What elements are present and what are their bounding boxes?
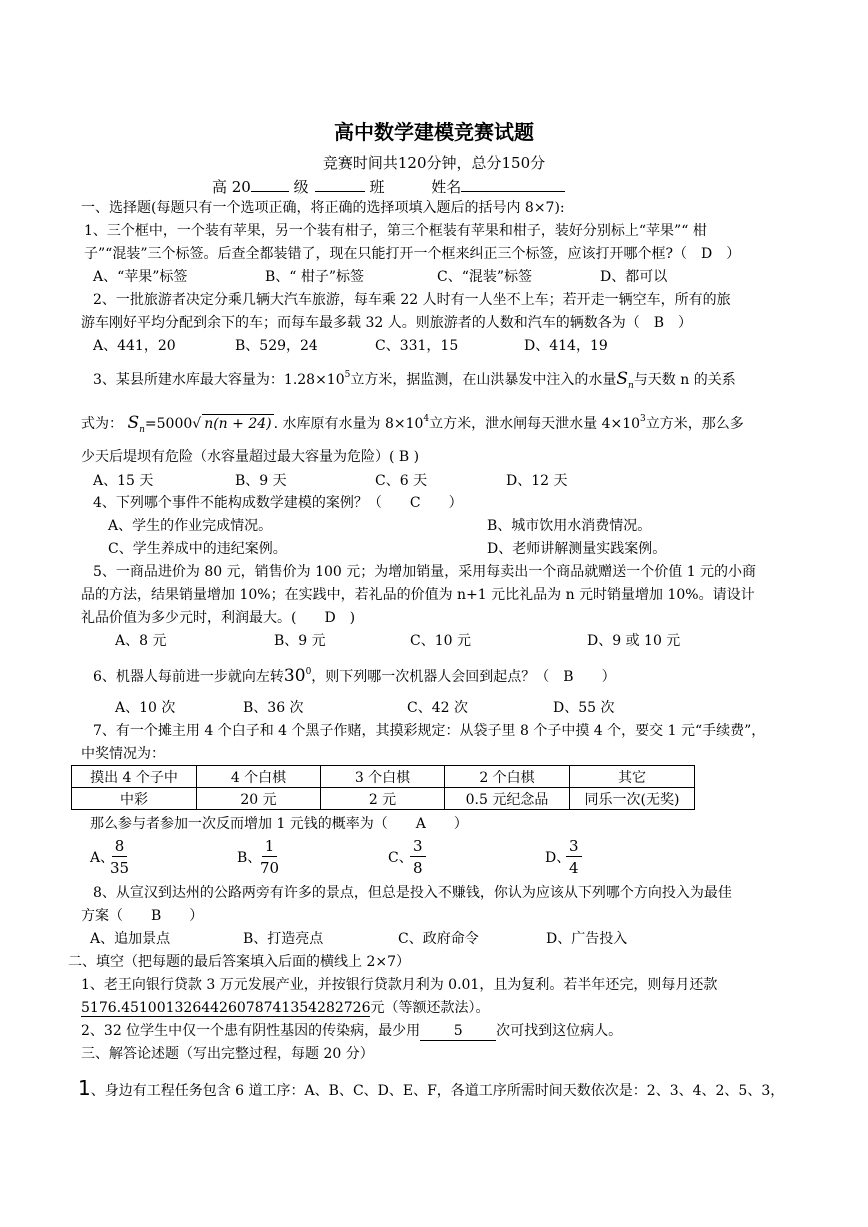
q1-option-c: C、“混装”标签 bbox=[437, 269, 533, 285]
q5-line3: 礼品价值为多少元时，利润最大。( D ) bbox=[81, 610, 356, 626]
q4-line1: 4、下列哪个事件不能构成数学建模的案例？（ C ） bbox=[93, 495, 463, 511]
table-cell: 20 元 bbox=[197, 788, 321, 810]
q5-option-b: B、9 元 bbox=[274, 633, 326, 649]
q6-line1: 6、机器人每前进一步就向左转$30^0$，则下列哪一次机器人会回到起点？（ B ） bbox=[93, 666, 616, 686]
page-title: 高中数学建模竞赛试题 bbox=[334, 120, 534, 144]
class-label: 班 bbox=[369, 178, 385, 196]
q2-option-a: A、441，20 bbox=[93, 338, 176, 354]
q5-option-c: C、10 元 bbox=[410, 633, 471, 649]
q8-line1: 8、从宣汉到达州的公路两旁有许多的景点，但总是投入不赚钱，你认为应该从下列哪个方向投入为最佳 bbox=[93, 885, 732, 901]
q6-option-a: A、10 次 bbox=[115, 700, 176, 716]
table-cell: 0.5 元纪念品 bbox=[445, 788, 570, 810]
q3-option-b: B、9 天 bbox=[235, 473, 287, 489]
table-header-cell: 其它 bbox=[570, 766, 695, 788]
name-blank[interactable] bbox=[461, 176, 565, 192]
q3-option-d: D、12 天 bbox=[506, 473, 568, 489]
table-cell: 2 元 bbox=[321, 788, 445, 810]
q7-option-b-fraction: $\frac{1}{70}$ bbox=[260, 837, 280, 877]
q7-line2: 中奖情况为： bbox=[81, 746, 165, 762]
q2-option-c: C、331，15 bbox=[375, 338, 459, 354]
q7-option-c-fraction: $\frac{3}{8}$ bbox=[410, 836, 426, 879]
level-label: 级 bbox=[293, 178, 309, 196]
fill-q1-line2: 5176.45100132644260787413542827​26元（等额还款法）。 bbox=[81, 1000, 490, 1016]
table-row bbox=[72, 766, 695, 788]
section3-heading: 三、解答论述题（写出完整过程，每题 20 分） bbox=[81, 1046, 374, 1062]
level-blank[interactable] bbox=[315, 176, 365, 192]
fill-q1-answer: 5176.45100132644260787413542827​26 bbox=[81, 1000, 371, 1016]
q6-option-b: B、36 次 bbox=[243, 700, 304, 716]
fill-q1-line1: 1、老王向银行贷款 3 万元发展产业，并按银行贷款月利为 0.01，且为复利。若半年还完，则每月还款 bbox=[81, 977, 718, 993]
section2-heading: 二、填空（把每题的最后答案填入后面的横线上 2×7） bbox=[68, 954, 410, 970]
fill-q2-answer: 5 bbox=[420, 1022, 496, 1041]
q2-line1: 2、一批旅游者决定分乘几辆大汽车旅游，每车乘 22 人时有一人坐不上车；若开走一辆空车，所有的旅 bbox=[93, 292, 731, 308]
q3-option-c: C、6 天 bbox=[375, 473, 428, 489]
table-header-cell: 摸出 4 个子中 bbox=[72, 766, 197, 788]
q7-line1: 7、有一个摊主用 4 个白子和 4 个黑子作赌，其摸彩规定：从袋子里 8 个子中摸 4 个，要交 1 元“手续费”， bbox=[93, 723, 766, 739]
q7-option-a-label: A、 bbox=[90, 850, 115, 866]
q8-option-c: C、政府命令 bbox=[398, 931, 479, 947]
sqrt-symbol: √ bbox=[192, 416, 202, 432]
fill-q2-line: 2、32 位学生中仅一个患有阴性基因的传染病，最少用 5 次可找到这位病人。 bbox=[81, 1023, 623, 1039]
essay-q1-line: 1、身边有工程任务包含 6 道工序：A、B、C、D、E、F，各道工序所需时间天数依次是：2、3、4、2、5、3， bbox=[78, 1076, 785, 1100]
q2-line2: 游车刚好平均分配到余下的车；而每车最多载 32 人。则旅游者的人数和汽车的辆数各为（ B ） bbox=[81, 315, 693, 331]
table-cell: 中彩 bbox=[72, 788, 197, 810]
q4-option-a: A、学生的作业完成情况。 bbox=[108, 518, 273, 534]
prize-table bbox=[71, 765, 695, 810]
table-row bbox=[72, 788, 695, 810]
q7-line3: 那么参与者参加一次反而增加 1 元钱的概率为（ A ） bbox=[90, 816, 468, 832]
q5-line1: 5、一商品进价为 80 元，销售价为 100 元；为增加销量，采用每卖出一个商品就赠送一个价值 1 元的小商 bbox=[93, 564, 757, 580]
table-header-cell: 3 个白棋 bbox=[321, 766, 445, 788]
q7-option-c-label: C、 bbox=[388, 850, 413, 866]
grade-blank[interactable] bbox=[251, 176, 289, 192]
q8-option-b: B、打造亮点 bbox=[243, 931, 324, 947]
q7-option-d-fraction: $\frac{3}{4}$ bbox=[566, 836, 582, 879]
q3-line1: 3、某县所建水库最大容量为：$1.28\times 10^5$立方米，据监测，在山洪暴发中注入的水量$S_n$与天数 n 的关系 bbox=[93, 369, 736, 391]
section1-heading: 一、选择题(每题只有一个选项正确，将正确的选择项填入题后的括号内 8×7): bbox=[81, 200, 565, 216]
q7-option-b-label: B、 bbox=[237, 850, 262, 866]
q5-line2: 品的方法，结果销量增加 10%；在实践中，若礼品的价值为 n+1 元比礼品为 n 元时销量增加 10%。请设计 bbox=[81, 587, 755, 603]
q3-option-a: A、15 天 bbox=[93, 473, 154, 489]
q6-option-d: D、55 次 bbox=[553, 700, 615, 716]
q1-line2: 子”“混装”三个标签。后查全都装错了，现在只能打开一个框来纠正三个标签，应该打开哪个框?（ D ） bbox=[84, 246, 741, 262]
q1-option-b: B、“ 柑子”标签 bbox=[265, 269, 365, 285]
q4-option-c: C、学生养成中的违纪案例。 bbox=[108, 541, 287, 557]
q1-option-d: D、都可以 bbox=[600, 269, 668, 285]
q7-option-a-fraction: $\frac{8}{35}$ bbox=[110, 837, 130, 877]
q7-option-d-label: D、 bbox=[545, 850, 571, 866]
q8-line2: 方案（ B ） bbox=[81, 908, 204, 924]
q8-option-a: A、追加景点 bbox=[90, 931, 171, 947]
table-cell: 同乐一次(无奖) bbox=[570, 788, 695, 810]
q4-option-d: D、老师讲解测量实践案例。 bbox=[487, 541, 667, 557]
q4-option-b: B、城市饮用水消费情况。 bbox=[487, 518, 652, 534]
grade-label: 高 20 bbox=[212, 178, 251, 196]
table-header-cell: 4 个白棋 bbox=[197, 766, 321, 788]
q5-option-a: A、8 元 bbox=[115, 633, 167, 649]
q2-option-d: D、414，19 bbox=[524, 338, 608, 354]
q5-option-d: D、9 或 10 元 bbox=[587, 633, 681, 649]
name-label: 姓名 bbox=[431, 178, 462, 196]
q1-line1: 1、三个框中，一个装有苹果，另一个装有柑子，第三个框装有苹果和柑子，装好分别标上“苹果”“ 柑 bbox=[84, 223, 707, 239]
table-header-cell: 2 个白棋 bbox=[445, 766, 570, 788]
q3-line2: 式为： $S_n=5000√$ n(n + 24) . 水库原有水量为 $8\times 10^4$立方米，泄水闸每天泄水量 $4\times 10^3$立方米，那么多 bbox=[81, 413, 744, 435]
q3-line3: 少天后堤坝有危险（水容量超过最大容量为危险）( B ) bbox=[81, 449, 420, 465]
q8-option-d: D、广告投入 bbox=[546, 931, 628, 947]
exam-subtitle: 竞赛时间共120分钟，总分150分 bbox=[322, 154, 546, 172]
q1-option-a: A、“苹果”标签 bbox=[93, 269, 188, 285]
q2-option-b: B、529，24 bbox=[235, 338, 318, 354]
q6-option-c: C、42 次 bbox=[407, 700, 468, 716]
student-info-line bbox=[212, 176, 565, 196]
